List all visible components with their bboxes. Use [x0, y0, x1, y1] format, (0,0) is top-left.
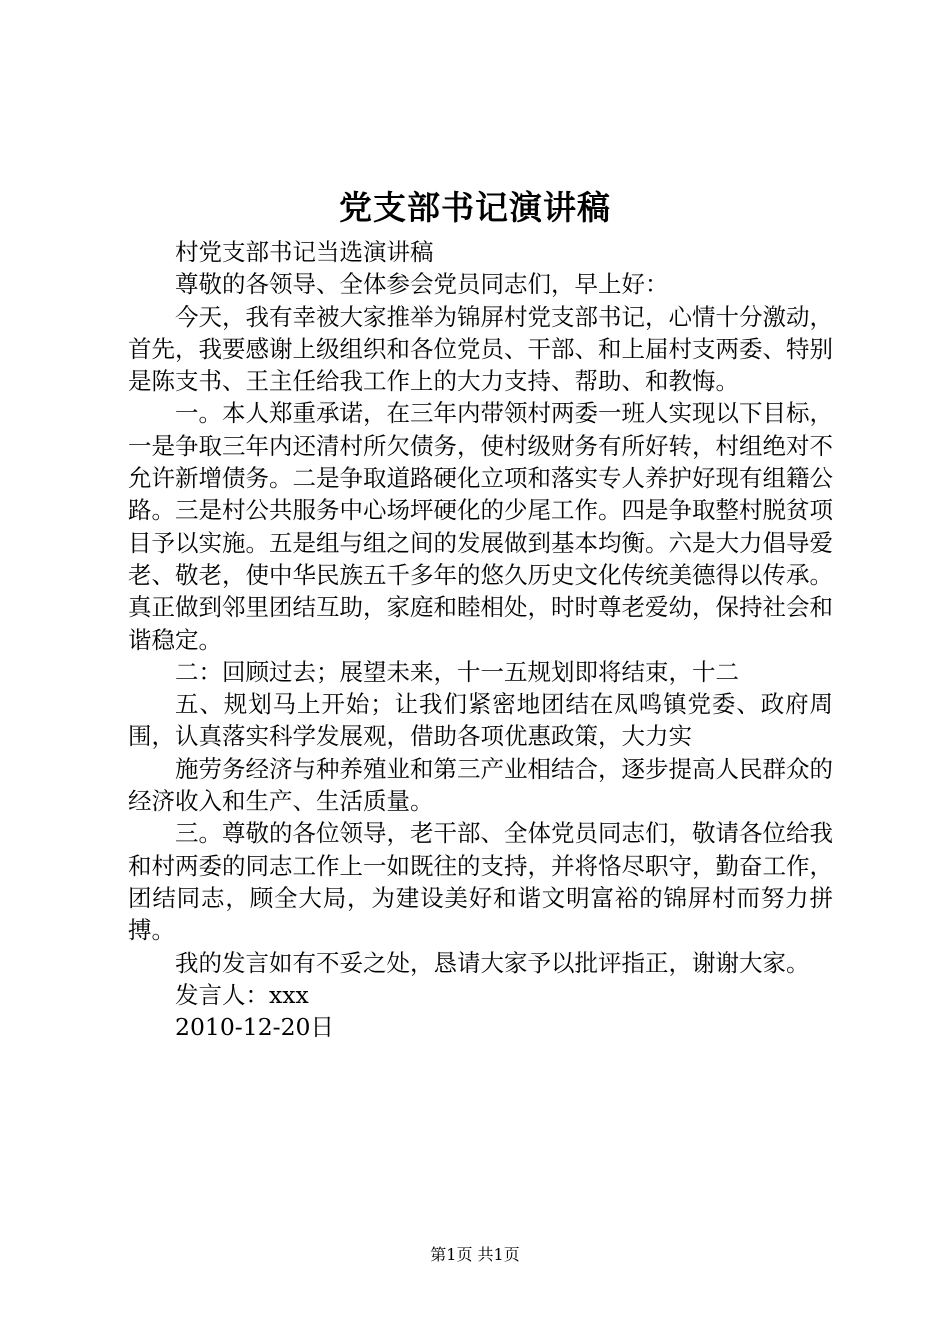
date-line: 2010-12-20日	[175, 1013, 334, 1042]
body-paragraph: 施劳务经济与种养殖业和第三产业相结合，逐步提高人民群众的经济收入和生产、生活质量。	[128, 754, 833, 816]
subtitle-paragraph: 村党支部书记当选演讲稿	[175, 238, 434, 266]
page-number-footer: 第1页 共1页	[430, 1245, 520, 1264]
body-paragraph: 一。本人郑重承诺，在三年内带领村两委一班人实现以下目标，一是争取三年内还清村所欠债务，使村级财务有所好转，村组绝对不允许新增债务。二是争取道路硬化立项和落实专人养护好现有组籍公路。三是村公共服务中心场坪硬化的少尾工作。四是争取整村脱贫项目予以实施。五是组与组之间的发展做到基本均衡。六是大力倡导爱老、敬老，使中华民族五千多年的悠久历史文化传统美德得以传承。真正做到邻里团结互助，家庭和睦相处，时时尊老爱幼，保持社会和谐稳定。	[128, 399, 833, 654]
salutation-paragraph: 尊敬的各领导、全体参会党员同志们，早上好：	[175, 270, 669, 299]
body-paragraph: 五、规划马上开始；让我们紧密地团结在凤鸣镇党委、政府周围，认真落实科学发展观，借助各项优惠政策，大力实	[128, 690, 833, 751]
speaker-line: 发言人：xxx	[175, 980, 309, 1009]
body-paragraph: 二：回顾过去；展望未来，十一五规划即将结束，十二	[175, 657, 739, 686]
body-paragraph: 今天，我有幸被大家推举为锦屏村党支部书记，心情十分激动，首先，我要感谢上级组织和各位党员、干部、和上届村支两委、特别是陈支书、王主任给我工作上的大力支持、帮助、和教悔。	[128, 302, 833, 396]
document-title: 党支部书记演讲稿	[339, 188, 611, 227]
body-paragraph: 三。尊敬的各位领导，老干部、全体党员同志们，敬请各位给我和村两委的同志工作上一如既往的支持，并将恪尽职守，勤奋工作，团结同志，顾全大局，为建设美好和谐文明富裕的锦屏村而努力拼搏。	[128, 819, 833, 945]
document-body	[128, 236, 833, 1043]
closing-paragraph: 我的发言如有不妥之处，恳请大家予以批评指正，谢谢大家。	[175, 948, 810, 977]
